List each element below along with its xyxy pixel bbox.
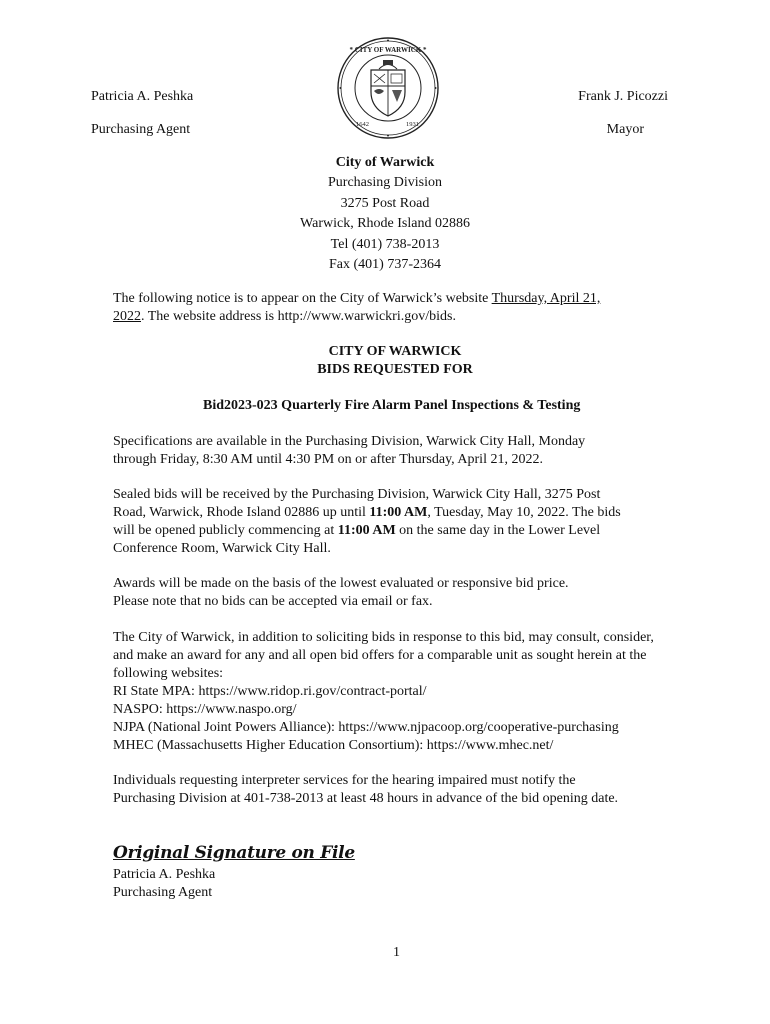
page-number: 1 bbox=[393, 945, 400, 960]
signature-name: Patricia A. Peshka bbox=[113, 867, 216, 882]
website-mhec: MHEC (Massachusetts Higher Education Consortium): https://www.mhec.net/ bbox=[113, 738, 554, 753]
awards-line: Please note that no bids can be accepted via email or fax. bbox=[113, 594, 433, 609]
header-right-title: Mayor bbox=[606, 122, 644, 137]
bid-title: Bid2023-023 Quarterly Fire Alarm Panel Inspections & Testing bbox=[203, 398, 581, 413]
intro-date-part1: Thursday, April 21, bbox=[491, 291, 601, 306]
heading-city: CITY OF WARWICK bbox=[328, 344, 462, 359]
deadline-time: 11:00 AM bbox=[369, 505, 428, 520]
sealed-text: on the same day in the Lower Level bbox=[395, 523, 601, 538]
awards-paragraph bbox=[113, 575, 713, 611]
org-name: City of Warwick bbox=[335, 155, 435, 170]
signature-line: Original Signature on File bbox=[113, 843, 355, 863]
website-njpa: NJPA (National Joint Powers Alliance): https://www.njpacoop.org/cooperative-purchasing bbox=[113, 720, 619, 735]
heading-bids-requested: BIDS REQUESTED FOR bbox=[317, 362, 473, 377]
telephone: Tel (401) 738-2013 bbox=[330, 236, 440, 252]
cooperative-paragraph bbox=[113, 629, 713, 755]
division-name: Purchasing Division bbox=[328, 175, 442, 191]
interpreter-line: Purchasing Division at 401-738-2013 at least 48 hours in advance of the bid opening date. bbox=[113, 791, 619, 806]
header-right-name: Frank J. Picozzi bbox=[578, 89, 668, 104]
header-left-name: Patricia A. Peshka bbox=[91, 89, 194, 104]
opening-time: 11:00 AM bbox=[337, 523, 396, 538]
fax: Fax (401) 737-2364 bbox=[329, 257, 441, 273]
city-address: Warwick, Rhode Island 02886 bbox=[300, 216, 470, 232]
intro-website-text: . The website address is http://www.warwickri.gov/bids. bbox=[141, 309, 456, 324]
sealed-text: will be opened publicly commencing at bbox=[113, 523, 338, 538]
coop-line: The City of Warwick, in addition to soliciting bids in response to this bid, may consult, consider, bbox=[113, 630, 654, 645]
street-address: 3275 Post Road bbox=[340, 195, 430, 211]
svg-text:1931: 1931 bbox=[406, 121, 419, 128]
website-naspo: NASPO: https://www.naspo.org/ bbox=[113, 702, 297, 717]
website-ri-state-mpa: RI State MPA: https://www.ridop.ri.gov/contract-portal/ bbox=[113, 684, 427, 699]
sealed-text: Road, Warwick, Rhode Island 02886 up until bbox=[113, 505, 370, 520]
interpreter-paragraph bbox=[113, 772, 713, 808]
signature-title: Purchasing Agent bbox=[113, 885, 213, 900]
coop-line: and make an award for any and all open bid offers for a comparable unit as sought herein at the bbox=[113, 648, 647, 663]
spec-line: through Friday, 8:30 AM until 4:30 PM on or after Thursday, April 21, 2022. bbox=[113, 452, 543, 467]
header-left-title: Purchasing Agent bbox=[91, 122, 191, 137]
intro-text: The following notice is to appear on the City of Warwick’s website bbox=[113, 291, 492, 306]
intro-paragraph bbox=[113, 290, 713, 326]
letterhead bbox=[0, 153, 770, 275]
city-seal-logo bbox=[336, 36, 440, 140]
awards-line: Awards will be made on the basis of the lowest evaluated or responsive bid price. bbox=[113, 576, 569, 591]
sealed-line: Sealed bids will be received by the Purchasing Division, Warwick City Hall, 3275 Post bbox=[113, 487, 601, 502]
specifications-paragraph bbox=[113, 433, 713, 469]
intro-date-part2: 2022 bbox=[113, 309, 141, 324]
interpreter-line: Individuals requesting interpreter services for the hearing impaired must notify the bbox=[113, 773, 576, 788]
coop-line: following websites: bbox=[113, 666, 224, 681]
sealed-text: , Tuesday, May 10, 2022. The bids bbox=[427, 505, 621, 520]
sealed-line: Conference Room, Warwick City Hall. bbox=[113, 541, 331, 556]
svg-text:* CITY OF WARWICK *: * CITY OF WARWICK * bbox=[349, 46, 427, 54]
svg-text:1642: 1642 bbox=[356, 121, 369, 128]
sealed-bids-paragraph bbox=[113, 486, 713, 558]
spec-line: Specifications are available in the Purchasing Division, Warwick City Hall, Monday bbox=[113, 434, 586, 449]
